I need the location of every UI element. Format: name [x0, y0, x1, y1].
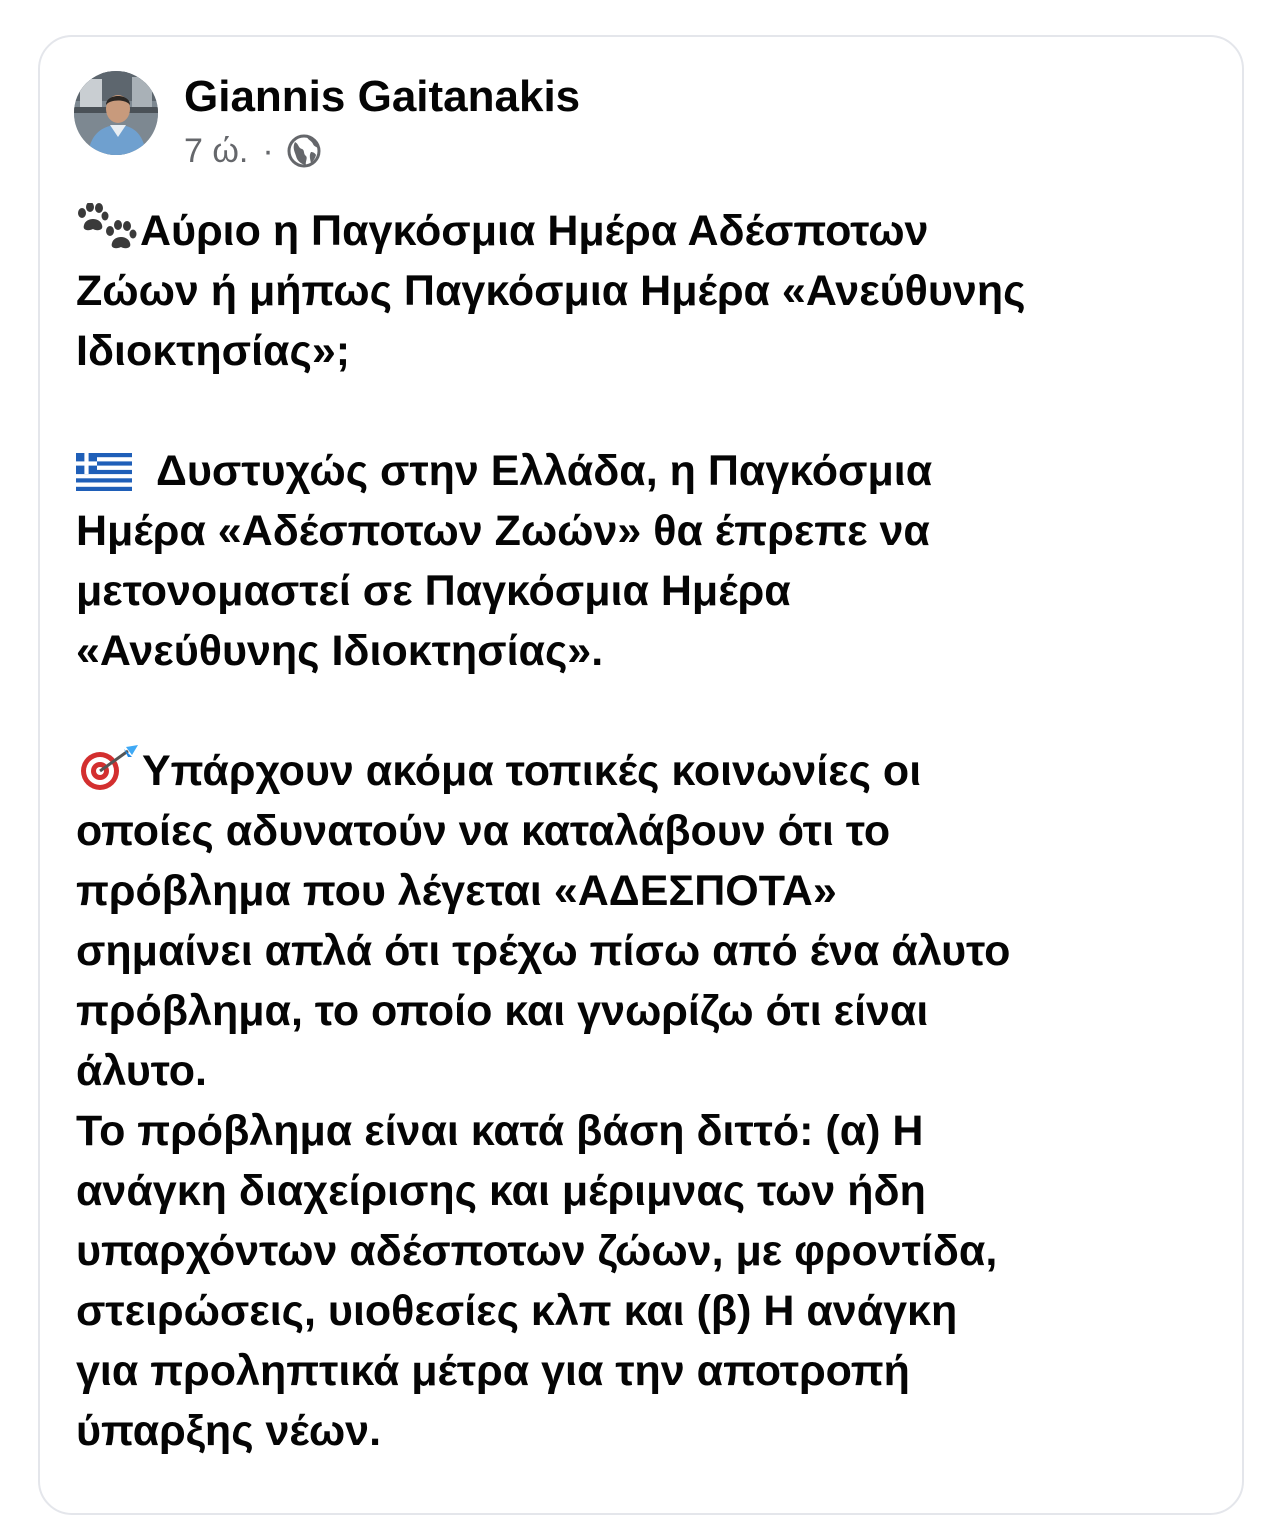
paragraph-3-line-5: πρόβλημα, το οποίο και γνωρίζω ότι είναι: [76, 987, 929, 1035]
paragraph-gap: [76, 681, 1236, 741]
paragraph-1-line-3: Ιδιοκτησίας»;: [76, 327, 351, 375]
paragraph-3-line-2: οποίες αδυνατούν να καταλάβουν ότι το: [76, 807, 891, 855]
post-card: [38, 35, 1244, 1515]
paragraph-3-line-10: στειρώσεις, υιοθεσίες κλπ και (β) Η ανάγκη: [76, 1287, 958, 1335]
paragraph-3-line-11: για προληπτικά μέτρα για την αποτροπή: [76, 1347, 910, 1395]
paragraph-2-line-3: μετονομαστεί σε Παγκόσμια Ημέρα: [76, 567, 791, 615]
paragraph-2: [76, 441, 1236, 681]
paragraph-gap: [76, 381, 1236, 441]
avatar-photo: [74, 71, 158, 155]
paragraph-3-line-1: Υπάρχουν ακόμα τοπικές κοινωνίες οι: [142, 747, 922, 795]
paragraph-3-line-3: πρόβλημα που λέγεται «ΑΔΕΣΠΟΤΑ»: [76, 867, 837, 915]
post-meta: [184, 129, 322, 173]
paragraph-1-line-2: Ζώων ή μήπως Παγκόσμια Ημέρα «Ανεύθυνης: [76, 267, 1026, 315]
meta-separator: ·: [262, 131, 274, 170]
paragraph-2-line-1: Δυστυχώς στην Ελλάδα, η Παγκόσμια: [156, 447, 933, 495]
paragraph-2-line-2: Ημέρα «Αδέσποτων Ζωών» θα έπρεπε να: [76, 507, 930, 555]
post-text: [76, 201, 1236, 1461]
paragraph-1: [76, 201, 1236, 381]
globe-icon[interactable]: [286, 133, 322, 169]
author-name[interactable]: Giannis Gaitanakis: [184, 72, 581, 121]
author-avatar[interactable]: [74, 71, 158, 155]
paragraph-1-line-1: Αύριο η Παγκόσμια Ημέρα Αδέσποτων: [140, 207, 929, 255]
greece-flag-icon: [76, 453, 132, 491]
paragraph-2-line-4: «Ανεύθυνης Ιδιοκτησίας».: [76, 627, 604, 675]
dart-target-icon: [76, 745, 142, 791]
post-timestamp[interactable]: 7 ώ.: [184, 131, 249, 170]
paragraph-3-line-4: σημαίνει απλά ότι τρέχω πίσω από ένα άλυτο: [76, 927, 1011, 975]
paragraph-3-line-9: υπαρχόντων αδέσποτων ζώων, με φροντίδα,: [76, 1227, 998, 1275]
paragraph-3: [76, 741, 1236, 1461]
paragraph-3-line-7: Το πρόβλημα είναι κατά βάση διττό: (α) Η: [76, 1107, 924, 1155]
paragraph-3-line-6: άλυτο.: [76, 1047, 207, 1095]
paragraph-3-line-8: ανάγκη διαχείρισης και μέριμνας των ήδη: [76, 1167, 926, 1215]
paw-prints-icon: [76, 203, 140, 251]
paragraph-3-line-12: ύπαρξης νέων.: [76, 1407, 382, 1455]
